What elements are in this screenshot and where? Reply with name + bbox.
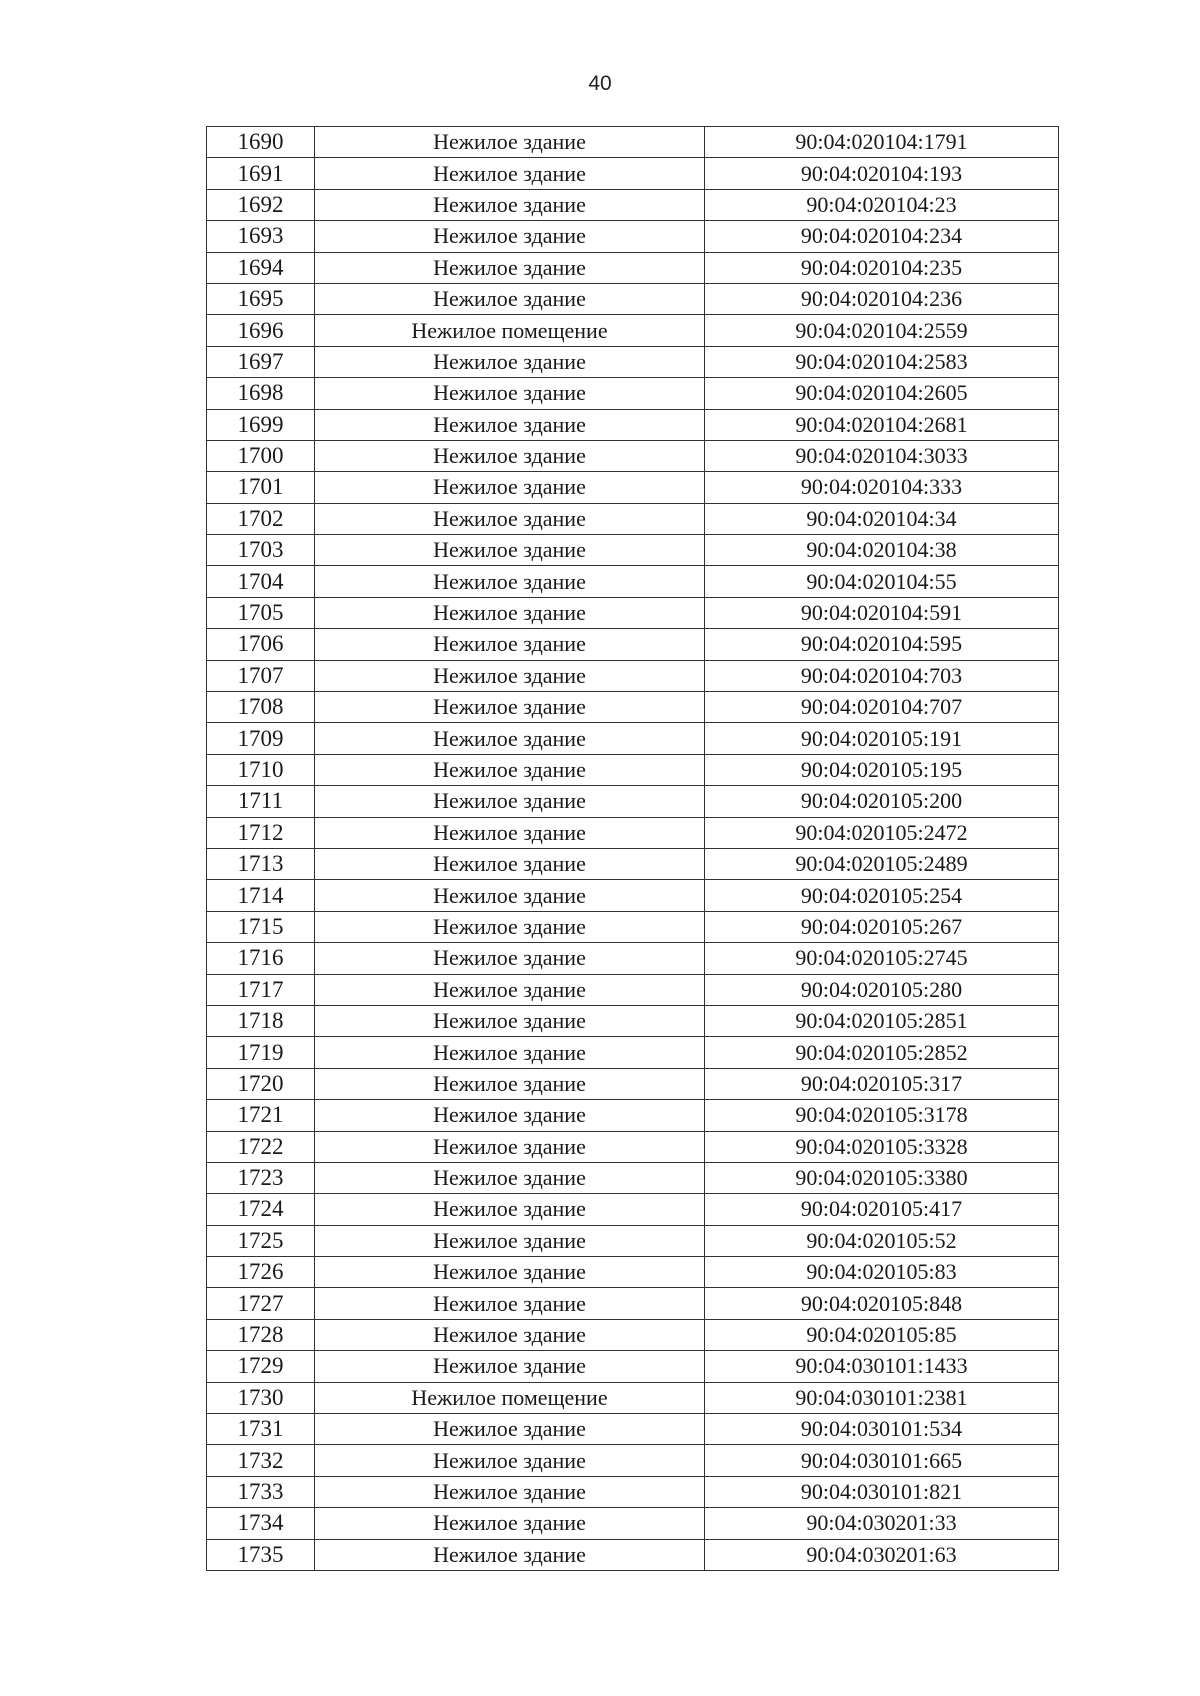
row-number-cell: 1704 bbox=[207, 566, 315, 597]
object-type-cell: Нежилое помещение bbox=[315, 1382, 705, 1413]
cadastral-number-cell: 90:04:020105:195 bbox=[705, 754, 1059, 785]
object-type-cell: Нежилое здание bbox=[315, 848, 705, 879]
row-number-cell: 1712 bbox=[207, 817, 315, 848]
row-number-cell: 1723 bbox=[207, 1162, 315, 1193]
row-number-cell: 1699 bbox=[207, 409, 315, 440]
cadastral-number-cell: 90:04:020104:591 bbox=[705, 597, 1059, 628]
table-row bbox=[207, 566, 1059, 597]
object-type-cell: Нежилое здание bbox=[315, 189, 705, 220]
row-number-cell: 1708 bbox=[207, 692, 315, 723]
cadastral-number-cell: 90:04:020105:52 bbox=[705, 1225, 1059, 1256]
object-type-cell: Нежилое здание bbox=[315, 786, 705, 817]
row-number-cell: 1698 bbox=[207, 378, 315, 409]
cadastral-number-cell: 90:04:020105:2852 bbox=[705, 1037, 1059, 1068]
cadastral-number-cell: 90:04:020105:3380 bbox=[705, 1162, 1059, 1193]
object-type-cell: Нежилое здание bbox=[315, 252, 705, 283]
row-number-cell: 1718 bbox=[207, 1005, 315, 1036]
object-type-cell: Нежилое здание bbox=[315, 597, 705, 628]
cadastral-number-cell: 90:04:020104:3033 bbox=[705, 440, 1059, 471]
object-type-cell: Нежилое здание bbox=[315, 221, 705, 252]
table-row bbox=[207, 911, 1059, 942]
row-number-cell: 1703 bbox=[207, 535, 315, 566]
table-row bbox=[207, 1037, 1059, 1068]
object-type-cell: Нежилое здание bbox=[315, 535, 705, 566]
object-type-cell: Нежилое здание bbox=[315, 1100, 705, 1131]
table-row bbox=[207, 597, 1059, 628]
cadastral-number-cell: 90:04:020105:191 bbox=[705, 723, 1059, 754]
table-row bbox=[207, 409, 1059, 440]
table-row bbox=[207, 378, 1059, 409]
table-row bbox=[207, 127, 1059, 158]
row-number-cell: 1729 bbox=[207, 1351, 315, 1382]
object-type-cell: Нежилое здание bbox=[315, 723, 705, 754]
row-number-cell: 1724 bbox=[207, 1194, 315, 1225]
table-row bbox=[207, 660, 1059, 691]
table-row bbox=[207, 1257, 1059, 1288]
table-row bbox=[207, 535, 1059, 566]
table-row bbox=[207, 189, 1059, 220]
table-row bbox=[207, 221, 1059, 252]
row-number-cell: 1701 bbox=[207, 472, 315, 503]
row-number-cell: 1709 bbox=[207, 723, 315, 754]
row-number-cell: 1694 bbox=[207, 252, 315, 283]
object-type-cell: Нежилое здание bbox=[315, 440, 705, 471]
cadastral-number-cell: 90:04:030101:665 bbox=[705, 1445, 1059, 1476]
cadastral-number-cell: 90:04:020104:55 bbox=[705, 566, 1059, 597]
row-number-cell: 1710 bbox=[207, 754, 315, 785]
table-row bbox=[207, 1319, 1059, 1350]
cadastral-number-cell: 90:04:020104:38 bbox=[705, 535, 1059, 566]
cadastral-number-cell: 90:04:020104:236 bbox=[705, 283, 1059, 314]
table-row bbox=[207, 1445, 1059, 1476]
object-type-cell: Нежилое здание bbox=[315, 1476, 705, 1507]
object-type-cell: Нежилое здание bbox=[315, 911, 705, 942]
cadastral-number-cell: 90:04:020105:267 bbox=[705, 911, 1059, 942]
row-number-cell: 1696 bbox=[207, 315, 315, 346]
cadastral-number-cell: 90:04:020105:848 bbox=[705, 1288, 1059, 1319]
table-row bbox=[207, 943, 1059, 974]
row-number-cell: 1692 bbox=[207, 189, 315, 220]
row-number-cell: 1690 bbox=[207, 127, 315, 158]
object-type-cell: Нежилое здание bbox=[315, 692, 705, 723]
row-number-cell: 1730 bbox=[207, 1382, 315, 1413]
row-number-cell: 1713 bbox=[207, 848, 315, 879]
row-number-cell: 1731 bbox=[207, 1414, 315, 1445]
object-type-cell: Нежилое здание bbox=[315, 1288, 705, 1319]
table-row bbox=[207, 1005, 1059, 1036]
table-row bbox=[207, 1162, 1059, 1193]
cadastral-number-cell: 90:04:020104:235 bbox=[705, 252, 1059, 283]
table-row bbox=[207, 283, 1059, 314]
cadastral-number-cell: 90:04:030101:1433 bbox=[705, 1351, 1059, 1382]
cadastral-number-cell: 90:04:020104:595 bbox=[705, 629, 1059, 660]
cadastral-number-cell: 90:04:020105:2489 bbox=[705, 848, 1059, 879]
object-type-cell: Нежилое здание bbox=[315, 943, 705, 974]
object-type-cell: Нежилое здание bbox=[315, 629, 705, 660]
object-type-cell: Нежилое здание bbox=[315, 1319, 705, 1350]
cadastral-number-cell: 90:04:020104:23 bbox=[705, 189, 1059, 220]
table-body bbox=[207, 127, 1059, 1571]
cadastral-number-cell: 90:04:020104:234 bbox=[705, 221, 1059, 252]
object-type-cell: Нежилое здание bbox=[315, 1068, 705, 1099]
row-number-cell: 1727 bbox=[207, 1288, 315, 1319]
object-type-cell: Нежилое здание bbox=[315, 1037, 705, 1068]
object-type-cell: Нежилое здание bbox=[315, 378, 705, 409]
row-number-cell: 1735 bbox=[207, 1539, 315, 1570]
table-row bbox=[207, 1100, 1059, 1131]
cadastral-number-cell: 90:04:020104:2681 bbox=[705, 409, 1059, 440]
object-type-cell: Нежилое здание bbox=[315, 158, 705, 189]
object-type-cell: Нежилое здание bbox=[315, 1005, 705, 1036]
table-row bbox=[207, 1414, 1059, 1445]
table-row bbox=[207, 158, 1059, 189]
row-number-cell: 1706 bbox=[207, 629, 315, 660]
table-row bbox=[207, 1225, 1059, 1256]
cadastral-number-cell: 90:04:030101:534 bbox=[705, 1414, 1059, 1445]
row-number-cell: 1734 bbox=[207, 1508, 315, 1539]
table-row bbox=[207, 974, 1059, 1005]
row-number-cell: 1705 bbox=[207, 597, 315, 628]
object-type-cell: Нежилое помещение bbox=[315, 315, 705, 346]
table-row bbox=[207, 723, 1059, 754]
row-number-cell: 1715 bbox=[207, 911, 315, 942]
row-number-cell: 1732 bbox=[207, 1445, 315, 1476]
table-row bbox=[207, 629, 1059, 660]
cadastral-number-cell: 90:04:020104:1791 bbox=[705, 127, 1059, 158]
row-number-cell: 1717 bbox=[207, 974, 315, 1005]
row-number-cell: 1728 bbox=[207, 1319, 315, 1350]
row-number-cell: 1733 bbox=[207, 1476, 315, 1507]
cadastral-number-cell: 90:04:030201:63 bbox=[705, 1539, 1059, 1570]
object-type-cell: Нежилое здание bbox=[315, 127, 705, 158]
table-row bbox=[207, 880, 1059, 911]
cadastral-number-cell: 90:04:020105:317 bbox=[705, 1068, 1059, 1099]
row-number-cell: 1725 bbox=[207, 1225, 315, 1256]
row-number-cell: 1720 bbox=[207, 1068, 315, 1099]
cadastral-number-cell: 90:04:020104:707 bbox=[705, 692, 1059, 723]
cadastral-number-cell: 90:04:020104:2559 bbox=[705, 315, 1059, 346]
table-row bbox=[207, 692, 1059, 723]
row-number-cell: 1716 bbox=[207, 943, 315, 974]
row-number-cell: 1721 bbox=[207, 1100, 315, 1131]
cadastral-number-cell: 90:04:020104:2583 bbox=[705, 346, 1059, 377]
table-row bbox=[207, 1476, 1059, 1507]
object-type-cell: Нежилое здание bbox=[315, 754, 705, 785]
cadastral-number-cell: 90:04:020105:2472 bbox=[705, 817, 1059, 848]
object-type-cell: Нежилое здание bbox=[315, 974, 705, 1005]
table-row bbox=[207, 754, 1059, 785]
table-row bbox=[207, 472, 1059, 503]
object-type-cell: Нежилое здание bbox=[315, 1162, 705, 1193]
cadastral-number-cell: 90:04:020105:83 bbox=[705, 1257, 1059, 1288]
object-type-cell: Нежилое здание bbox=[315, 283, 705, 314]
table-row bbox=[207, 1508, 1059, 1539]
cadastral-number-cell: 90:04:020104:703 bbox=[705, 660, 1059, 691]
table-row bbox=[207, 503, 1059, 534]
row-number-cell: 1707 bbox=[207, 660, 315, 691]
cadastral-number-cell: 90:04:020105:254 bbox=[705, 880, 1059, 911]
cadastral-number-cell: 90:04:020104:333 bbox=[705, 472, 1059, 503]
table-row bbox=[207, 1539, 1059, 1570]
cadastral-number-cell: 90:04:020104:193 bbox=[705, 158, 1059, 189]
property-table-container bbox=[206, 126, 1058, 1571]
row-number-cell: 1697 bbox=[207, 346, 315, 377]
row-number-cell: 1702 bbox=[207, 503, 315, 534]
cadastral-number-cell: 90:04:030101:2381 bbox=[705, 1382, 1059, 1413]
property-table bbox=[206, 126, 1059, 1571]
cadastral-number-cell: 90:04:020104:2605 bbox=[705, 378, 1059, 409]
table-row bbox=[207, 786, 1059, 817]
table-row bbox=[207, 440, 1059, 471]
object-type-cell: Нежилое здание bbox=[315, 660, 705, 691]
row-number-cell: 1722 bbox=[207, 1131, 315, 1162]
table-row bbox=[207, 1351, 1059, 1382]
cadastral-number-cell: 90:04:020105:2745 bbox=[705, 943, 1059, 974]
row-number-cell: 1700 bbox=[207, 440, 315, 471]
object-type-cell: Нежилое здание bbox=[315, 1539, 705, 1570]
row-number-cell: 1695 bbox=[207, 283, 315, 314]
object-type-cell: Нежилое здание bbox=[315, 880, 705, 911]
table-row bbox=[207, 1131, 1059, 1162]
object-type-cell: Нежилое здание bbox=[315, 503, 705, 534]
cadastral-number-cell: 90:04:020105:200 bbox=[705, 786, 1059, 817]
cadastral-number-cell: 90:04:030201:33 bbox=[705, 1508, 1059, 1539]
object-type-cell: Нежилое здание bbox=[315, 1414, 705, 1445]
table-row bbox=[207, 1194, 1059, 1225]
object-type-cell: Нежилое здание bbox=[315, 409, 705, 440]
table-row bbox=[207, 315, 1059, 346]
row-number-cell: 1719 bbox=[207, 1037, 315, 1068]
cadastral-number-cell: 90:04:020105:280 bbox=[705, 974, 1059, 1005]
table-row bbox=[207, 1288, 1059, 1319]
cadastral-number-cell: 90:04:020104:34 bbox=[705, 503, 1059, 534]
row-number-cell: 1714 bbox=[207, 880, 315, 911]
table-row bbox=[207, 817, 1059, 848]
object-type-cell: Нежилое здание bbox=[315, 1351, 705, 1382]
row-number-cell: 1691 bbox=[207, 158, 315, 189]
object-type-cell: Нежилое здание bbox=[315, 566, 705, 597]
table-row bbox=[207, 346, 1059, 377]
table-row bbox=[207, 252, 1059, 283]
cadastral-number-cell: 90:04:020105:417 bbox=[705, 1194, 1059, 1225]
table-row bbox=[207, 848, 1059, 879]
object-type-cell: Нежилое здание bbox=[315, 1445, 705, 1476]
object-type-cell: Нежилое здание bbox=[315, 1131, 705, 1162]
table-row bbox=[207, 1068, 1059, 1099]
cadastral-number-cell: 90:04:020105:3178 bbox=[705, 1100, 1059, 1131]
row-number-cell: 1726 bbox=[207, 1257, 315, 1288]
row-number-cell: 1693 bbox=[207, 221, 315, 252]
row-number-cell: 1711 bbox=[207, 786, 315, 817]
cadastral-number-cell: 90:04:020105:3328 bbox=[705, 1131, 1059, 1162]
cadastral-number-cell: 90:04:030101:821 bbox=[705, 1476, 1059, 1507]
object-type-cell: Нежилое здание bbox=[315, 1508, 705, 1539]
object-type-cell: Нежилое здание bbox=[315, 1225, 705, 1256]
page-number: 40 bbox=[588, 72, 612, 95]
object-type-cell: Нежилое здание bbox=[315, 1194, 705, 1225]
object-type-cell: Нежилое здание bbox=[315, 817, 705, 848]
object-type-cell: Нежилое здание bbox=[315, 472, 705, 503]
object-type-cell: Нежилое здание bbox=[315, 1257, 705, 1288]
object-type-cell: Нежилое здание bbox=[315, 346, 705, 377]
cadastral-number-cell: 90:04:020105:85 bbox=[705, 1319, 1059, 1350]
cadastral-number-cell: 90:04:020105:2851 bbox=[705, 1005, 1059, 1036]
table-row bbox=[207, 1382, 1059, 1413]
